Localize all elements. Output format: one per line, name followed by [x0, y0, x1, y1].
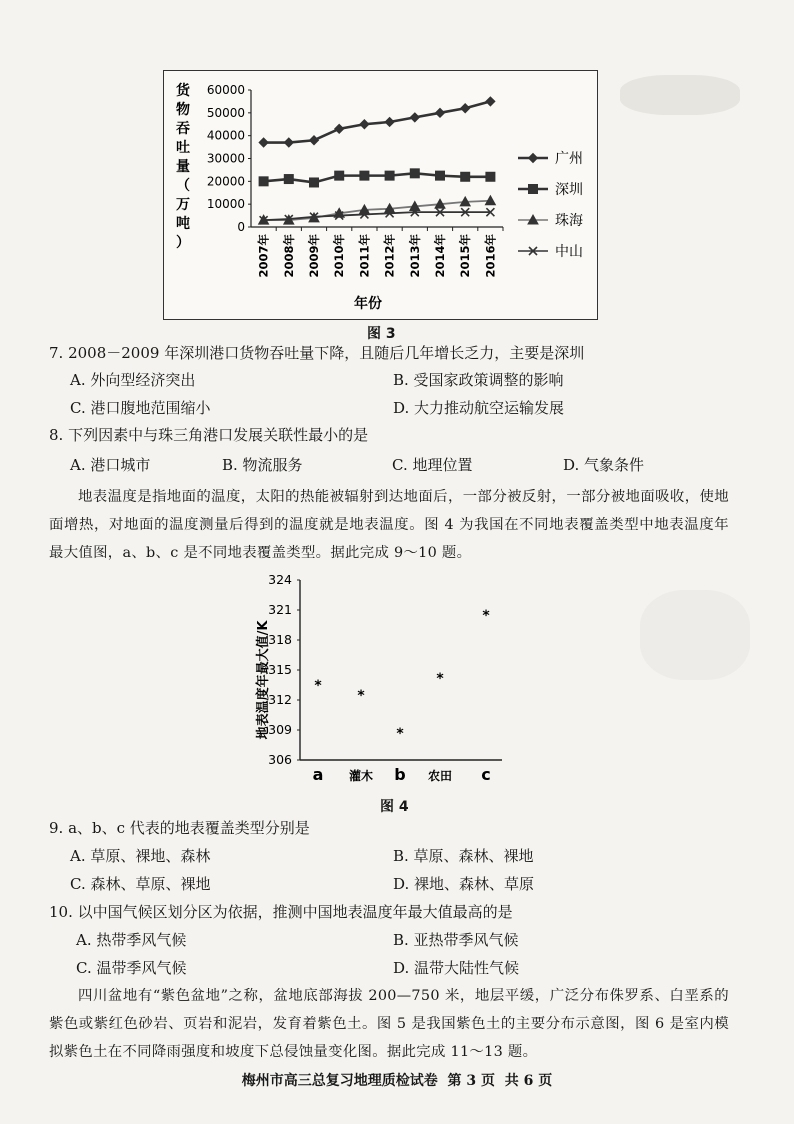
- figure-3-xtick-label: 2014年: [433, 234, 447, 278]
- figure-4-point: *: [314, 678, 322, 694]
- figure-3-point-0: [259, 138, 268, 147]
- figure-4-point: *: [436, 671, 444, 687]
- figure-3-ylabel-char: （: [176, 178, 190, 194]
- figure-4-xticks: [313, 765, 491, 783]
- figure-3-ylabel-char: 物: [176, 102, 190, 118]
- figure-3-xtick-label: 2016年: [483, 234, 498, 278]
- figure-3-xtick-label: 2011年: [357, 234, 372, 278]
- figure-3-point-0: [360, 120, 369, 129]
- figure-3-ylabel-char: 吞: [176, 121, 190, 137]
- figure-3-point-1: [410, 169, 419, 178]
- figure-3-ylabel-char: 货: [176, 83, 190, 99]
- figure-4-ylabel: 地表温度年最大值/K: [256, 620, 271, 740]
- figure-3-ylabel-char: ）: [176, 235, 190, 251]
- intro-paragraph-11-13: 四川盆地有“紫色盆地”之称，盆地底部海拔 200—750 米，地层平缓，广泛分布侏罗系、白垩系的紫色或紫红色砂岩、页岩和泥岩，发育着紫色土。图 5 是我国紫色土的主要分布示意图，图 6 是室内模拟紫色土在不同降雨强度和坡度下总侵蚀量变化图。据此完成 11～13 题。: [49, 988, 729, 1060]
- q8-option-d: D. 气象条件: [563, 456, 645, 474]
- figure-3-legend-label: 深圳: [555, 182, 583, 198]
- q9-option-c: C. 森林、草原、裸地: [70, 875, 211, 893]
- figure-3-ytick-label: 40000: [206, 128, 245, 143]
- figure-3-xticks: [257, 227, 503, 278]
- figure-3-caption: 图 3: [367, 326, 396, 342]
- q7-option-b: B. 受国家政策调整的影响: [393, 371, 564, 389]
- figure-3-chart: [163, 70, 598, 320]
- figure-3-series-line-2: [264, 201, 491, 220]
- figure-4-ytick-label: 312: [268, 692, 292, 707]
- figure-3-legend-label: 中山: [555, 244, 583, 260]
- figure-3-ylabel-char: 万: [176, 197, 190, 213]
- figure-3-ytick-label: 60000: [206, 83, 245, 97]
- figure-3-xtick-label: 2013年: [407, 234, 422, 278]
- figure-3-point-1: [360, 171, 369, 180]
- figure-4-xtick-label: b: [394, 765, 406, 783]
- q10-option-d: D. 温带大陆性气候: [393, 959, 520, 977]
- figure-3-xtick-label: 2007年: [256, 234, 271, 278]
- figure-3-point-1: [385, 171, 394, 180]
- figure-3-ylabel-char: 量: [176, 159, 190, 175]
- figure-3-point-0: [385, 117, 394, 126]
- figure-3-series-line-1: [264, 173, 491, 182]
- figure-3-ylabel-char: 吨: [176, 216, 190, 232]
- figure-3-legend-marker: [529, 185, 538, 194]
- figure-3-ytick-label: 0: [237, 220, 245, 234]
- figure-3-series-line-3: [264, 212, 491, 220]
- figure-4-xtick-label: a: [312, 765, 324, 783]
- figure-3-series-line-0: [264, 101, 491, 142]
- figure-3-point-1: [310, 178, 319, 187]
- figure-3-xtick-label: 2010年: [332, 234, 347, 278]
- figure-3-ytick-label: 10000: [206, 197, 245, 212]
- scan-smudge: [640, 590, 750, 680]
- q7-option-c: C. 港口腹地范围缩小: [70, 399, 211, 417]
- figure-4-ytick-label: 306: [268, 752, 292, 767]
- figure-3-point-1: [461, 172, 470, 181]
- figure-3-ytick-label: 20000: [206, 174, 245, 189]
- q10-stem: 10. 以中国气候区划分区为依据，推测中国地表温度年最大值最高的是: [49, 903, 513, 921]
- figure-4-xtick-label: c: [481, 765, 491, 783]
- q7-stem: 7. 2008－2009 年深圳港口货物吞吐量下降，且随后几年增长乏力，主要是深圳: [49, 344, 585, 362]
- q9-option-b: B. 草原、森林、裸地: [393, 847, 534, 865]
- figure-3-legend-label: 珠海: [555, 213, 583, 229]
- figure-4-xtick-label: 农田: [427, 769, 453, 783]
- figure-4-ytick-label: 321: [268, 602, 292, 617]
- figure-3-point-0: [410, 113, 419, 122]
- figure-3-legend-label: 广州: [555, 151, 583, 167]
- figure-4-point: *: [482, 608, 490, 624]
- q8-stem: 8. 下列因素中与珠三角港口发展关联性最小的是: [49, 426, 369, 444]
- figure-3-legend: [518, 151, 583, 260]
- figure-3-xtick-label: 2015年: [458, 234, 473, 278]
- figure-3-xlabel: 年份: [354, 296, 382, 312]
- q10-option-c: C. 温带季风气候: [76, 959, 187, 977]
- q8-option-c: C. 地理位置: [392, 456, 473, 474]
- q10-option-b: B. 亚热带季风气候: [393, 931, 519, 949]
- figure-3-ytick-label: 30000: [206, 151, 245, 166]
- figure-4-point: *: [396, 726, 404, 742]
- figure-4-xtick-label: 灌木: [348, 769, 374, 783]
- figure-3-legend-marker: [529, 154, 538, 163]
- figure-3-ytick-label: 50000: [206, 105, 245, 120]
- figure-3-point-0: [436, 108, 445, 117]
- figure-3-point-0: [461, 104, 470, 113]
- q9-stem: 9. a、b、c 代表的地表覆盖类型分别是: [49, 819, 310, 837]
- figure-3-point-1: [284, 175, 293, 184]
- intro-paragraph-9-10: 地表温度是指地面的温度，太阳的热能被辐射到达地面后，一部分被反射，一部分被地面吸收，使地面增热，对地面的温度测量后得到的温度就是地表温度。图 4 为我国在不同地表覆盖类型中地表温度年最大值图，a、b、c 是不同地表覆盖类型。据此完成 9～10 题。: [49, 489, 729, 561]
- q9-option-d: D. 裸地、森林、草原: [393, 875, 535, 893]
- figure-3-ylabel-char: 吐: [176, 140, 190, 156]
- q8-option-a: A. 港口城市: [70, 456, 151, 474]
- figure-4-ytick-label: 309: [268, 722, 292, 737]
- figure-3-point-1: [486, 172, 495, 181]
- figure-3-yticks: [207, 83, 251, 234]
- figure-3-xtick-label: 2012年: [382, 234, 397, 278]
- q9-option-a: A. 草原、裸地、森林: [70, 847, 211, 865]
- page-footer: 梅州市高三总复习地理质检试卷 第 3 页 共 6 页: [241, 1073, 553, 1089]
- figure-3-point-0: [486, 97, 495, 106]
- figure-3-point-0: [310, 136, 319, 145]
- figure-3-point-0: [284, 138, 293, 147]
- figure-3-point-1: [259, 177, 268, 186]
- figure-3-point-0: [335, 124, 344, 133]
- figure-3-point-1: [335, 171, 344, 180]
- figure-4-ytick-label: 324: [268, 572, 292, 587]
- figure-4-ytick-label: 318: [268, 632, 292, 647]
- scan-smudge: [620, 75, 740, 115]
- figure-3-ylabel: [176, 82, 191, 251]
- figure-4-ytick-label: 315: [268, 662, 292, 677]
- figure-4-caption: 图 4: [380, 799, 409, 815]
- figure-3-xtick-label: 2009年: [307, 234, 321, 278]
- figure-3-point-1: [436, 171, 445, 180]
- q8-option-b: B. 物流服务: [222, 456, 303, 474]
- figure-4-chart: [240, 568, 530, 783]
- figure-4-yticks: [268, 572, 300, 767]
- q7-option-a: A. 外向型经济突出: [70, 371, 196, 389]
- figure-4-point: *: [357, 688, 365, 704]
- q10-option-a: A. 热带季风气候: [76, 931, 187, 949]
- figure-3-xtick-label: 2008年: [281, 234, 296, 278]
- q7-option-d: D. 大力推动航空运输发展: [393, 399, 565, 417]
